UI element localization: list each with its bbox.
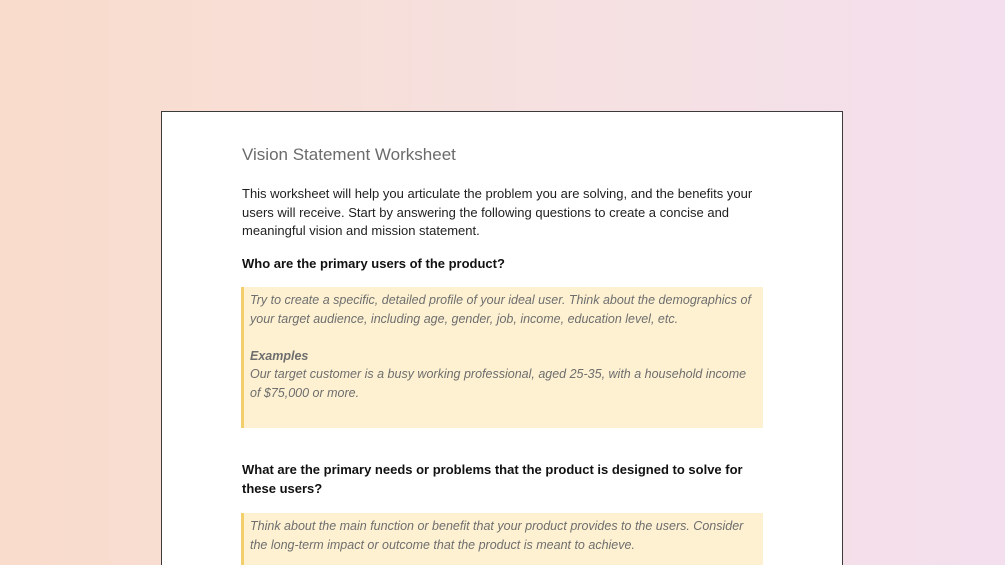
question-primary-users: Who are the primary users of the product?: [242, 256, 505, 271]
hint-text: Try to create a specific, detailed profile of your ideal user. Think about the demographics of your target audience, including age, gender, job, income, education level, etc.: [250, 293, 751, 326]
examples-heading: Examples: [250, 348, 309, 363]
hint-text: Think about the main function or benefit that your product provides to the users. Consider the long-term impact or outcome that the product is meant to achieve.: [250, 519, 744, 552]
page-title: Vision Statement Worksheet: [242, 145, 456, 164]
intro-paragraph: This worksheet will help you articulate the problem you are solving, and the benefits your users will receive. Start by answering the following questions to create a concise and meaningful vision and mission statement.: [242, 186, 753, 238]
question-primary-needs: What are the primary needs or problems that the product is designed to solve for these users?: [242, 462, 743, 496]
document-page: [161, 111, 843, 565]
example-text: Our target customer is a busy working professional, aged 25-35, with a household income of $75,000 or more.: [250, 367, 747, 400]
hint-callout-primary-needs: [241, 513, 763, 565]
hint-callout-primary-users: [241, 287, 763, 428]
